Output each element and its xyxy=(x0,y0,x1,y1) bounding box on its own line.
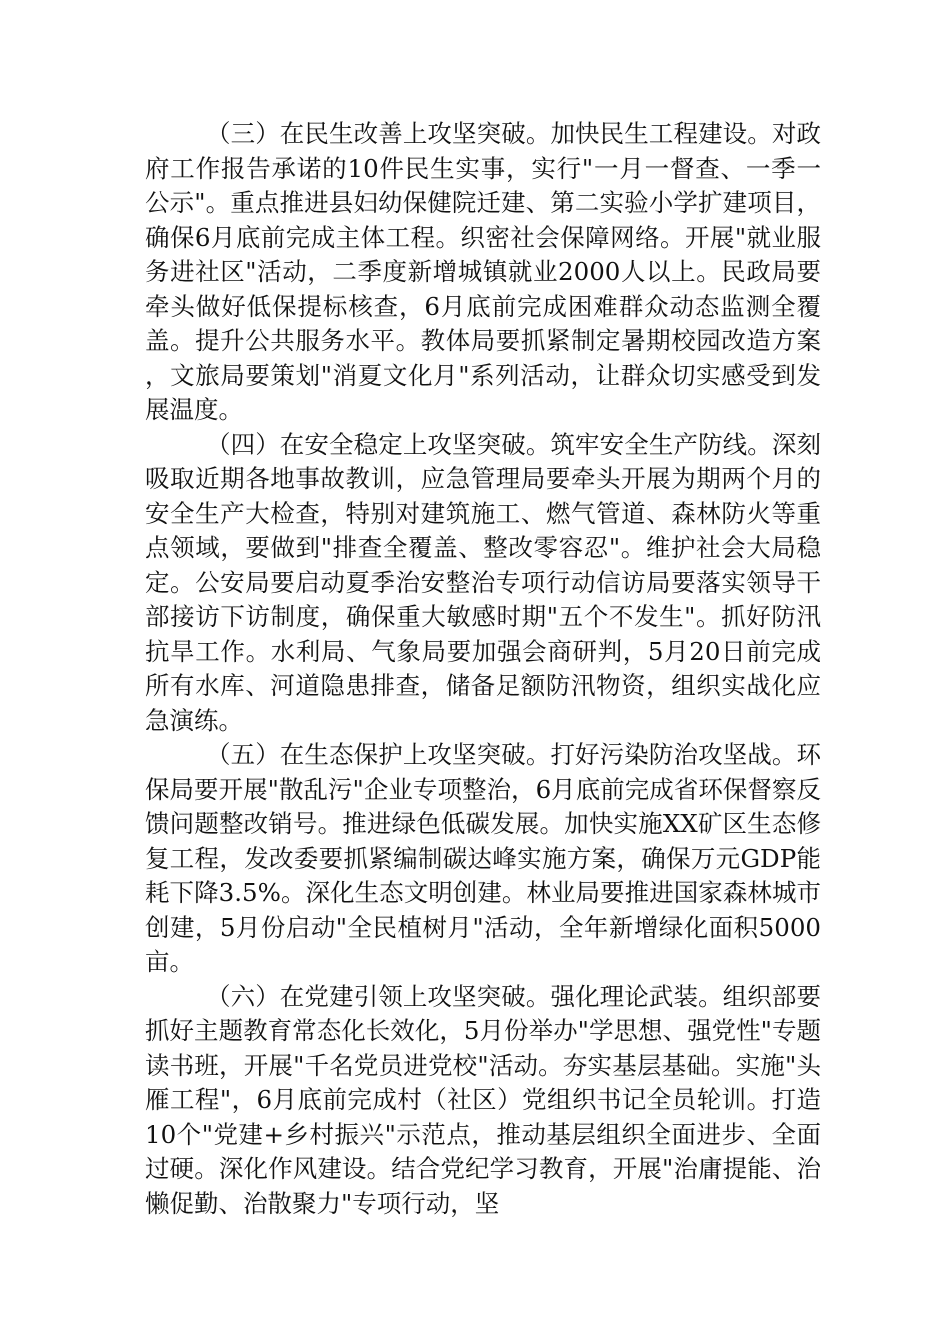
paragraph-safety-stability: （四）在安全稳定上攻坚突破。筑牢安全生产防线。深刻吸取近期各地事故教训，应急管理局要牵头开展为期两个月的安全生产大检查，特别对建筑施工、燃气管道、森林防火等重点领域，要做到"排查全覆盖、整改零容忍"。维护社会大局稳定。公安局要启动夏季治安整治专项行动信访局要落实领导干部接访下访制度，确保重大敏感时期"五个不发生"。抓好防汛抗旱工作。水利局、气象局要加强会商研判，5月20日前完成所有水库、河道隐患排查，储备足额防汛物资，组织实战化应急演练。 xyxy=(145,429,821,735)
paragraph-ecology: （五）在生态保护上攻坚突破。打好污染防治攻坚战。环保局要开展"散乱污"企业专项整治，6月底前完成省环保督察反馈问题整改销号。推进绿色低碳发展。加快实施XX矿区生态修复工程，发改委要抓紧编制碳达峰实施方案，确保万元GDP能耗下降3.5%。深化生态文明创建。林业局要推进国家森林城市创建，5月份启动"全民植树月"活动，全年新增绿化面积5000亩。 xyxy=(145,740,821,976)
paragraph-livelihood: （三）在民生改善上攻坚突破。加快民生工程建设。对政府工作报告承诺的10件民生实事，实行"一月一督查、一季一公示"。重点推进县妇幼保健院迁建、第二实验小学扩建项目，确保6月底前完成主体工程。织密社会保障网络。开展"就业服务进社区"活动，二季度新增城镇就业2000人以上。民政局要牵头做好低保提标核查，6月底前完成困难群众动态监测全覆盖。提升公共服务水平。教体局要抓紧制定暑期校园改造方案，文旅局要策划"消夏文化月"系列活动，让群众切实感受到发展温度。 xyxy=(145,119,821,424)
paragraph-party-building: （六）在党建引领上攻坚突破。强化理论武装。组织部要抓好主题教育常态化长效化，5月份举办"学思想、强党性"专题读书班，开展"千名党员进党校"活动。夯实基层基础。实施"头雁工程"，6月底前完成村（社区）党组织书记全员轮训。打造10个"党建+乡村振兴"示范点，推动基层组织全面进步、全面过硬。深化作风建设。结合党纪学习教育，开展"治庸提能、治懒促勤、治散聚力"专项行动，坚 xyxy=(145,981,821,1218)
document-body xyxy=(145,117,821,1221)
